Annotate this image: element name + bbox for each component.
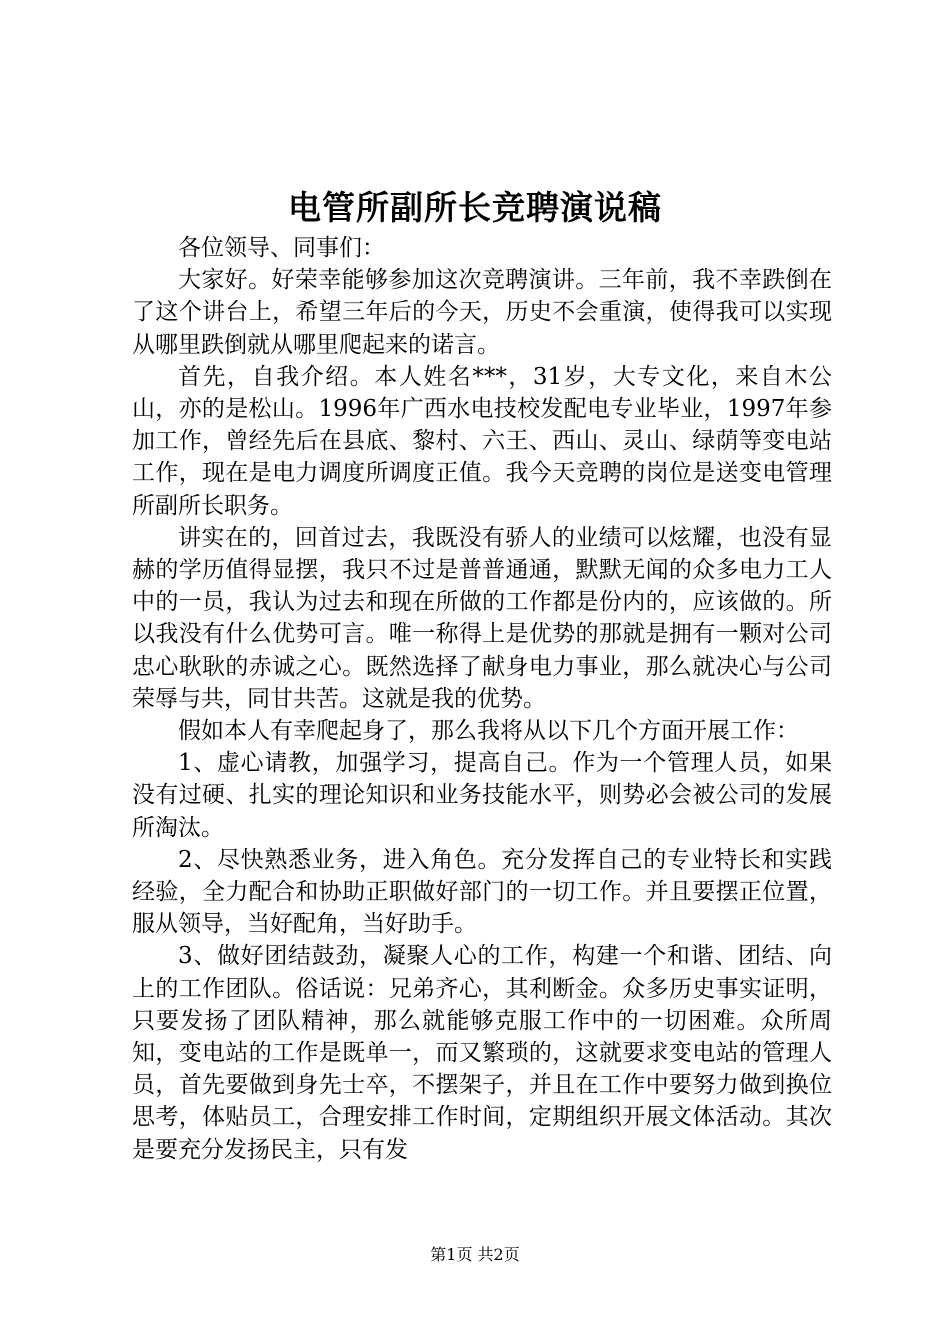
paragraph-plan-item-1: 1、虚心请教，加强学习，提高自己。作为一个管理人员，如果没有过硬、扎实的理论知识和业务技能水平，则势必会被公司的发展所淘汰。 (132, 750, 832, 841)
paragraph-self-introduction: 首先，自我介绍。本人姓名***，31岁，大专文化，来自木公山，亦的是松山。1996年广西水电技校发配电专业毕业，1997年参加工作，曾经先后在县底、黎村、六王、西山、灵山、绿荫等变电站工作，现在是电力调度所调度正值。我今天竞聘的岗位是送变电管理所副所长职务。 (132, 363, 832, 519)
paragraph-greeting: 各位领导、同事们： (178, 235, 385, 261)
paragraph-plan-item-2: 2、尽快熟悉业务，进入角色。充分发挥自己的专业特长和实践经验，全力配合和协助正职做好部门的一切工作。并且要摆正位置，服从领导，当好配角，当好助手。 (132, 846, 832, 938)
document-title: 电管所副所长竞聘演说稿 (288, 188, 662, 227)
paragraph-plan-intro: 假如本人有幸爬起身了，那么我将从以下几个方面开展工作： (178, 718, 799, 745)
paragraph-plan-item-3: 3、做好团结鼓劲，凝聚人心的工作，构建一个和谐、团结、向上的工作团队。俗话说：兄弟齐心，其利断金。众多历史事实证明，只要发扬了团队精神，那么就能够克服工作中的一切困难。众所周知，变电站的工作是既单一，而又繁琐的，这就要求变电站的管理人员，首先要做到身先士卒，不摆架子，并且在工作中要努力做到换位思考，体贴员工，合理安排工作时间，定期组织开展文体活动。其次是要充分发扬民主，只有发 (132, 943, 832, 1163)
page-number-footer: 第1页 共2页 (430, 1245, 520, 1264)
paragraph-advantage: 讲实在的，回首过去，我既没有骄人的业绩可以炫耀，也没有显赫的学历值得显摆，我只不过是普普通通，默默无闻的众多电力工人中的一员，我认为过去和现在所做的工作都是份内的，应该做的。所以我没有什么优势可言。唯一称得上是优势的那就是拥有一颗对公司忠心耿耿的赤诚之心。既然选择了献身电力事业，那么就决心与公司荣辱与共，同甘共苦。这就是我的优势。 (132, 524, 832, 712)
paragraph-opening: 大家好。好荣幸能够参加这次竞聘演讲。三年前，我不幸跌倒在了这个讲台上，希望三年后的今天，历史不会重演，使得我可以实现从哪里跌倒就从哪里爬起来的诺言。 (132, 267, 832, 358)
document-body (132, 232, 832, 1166)
